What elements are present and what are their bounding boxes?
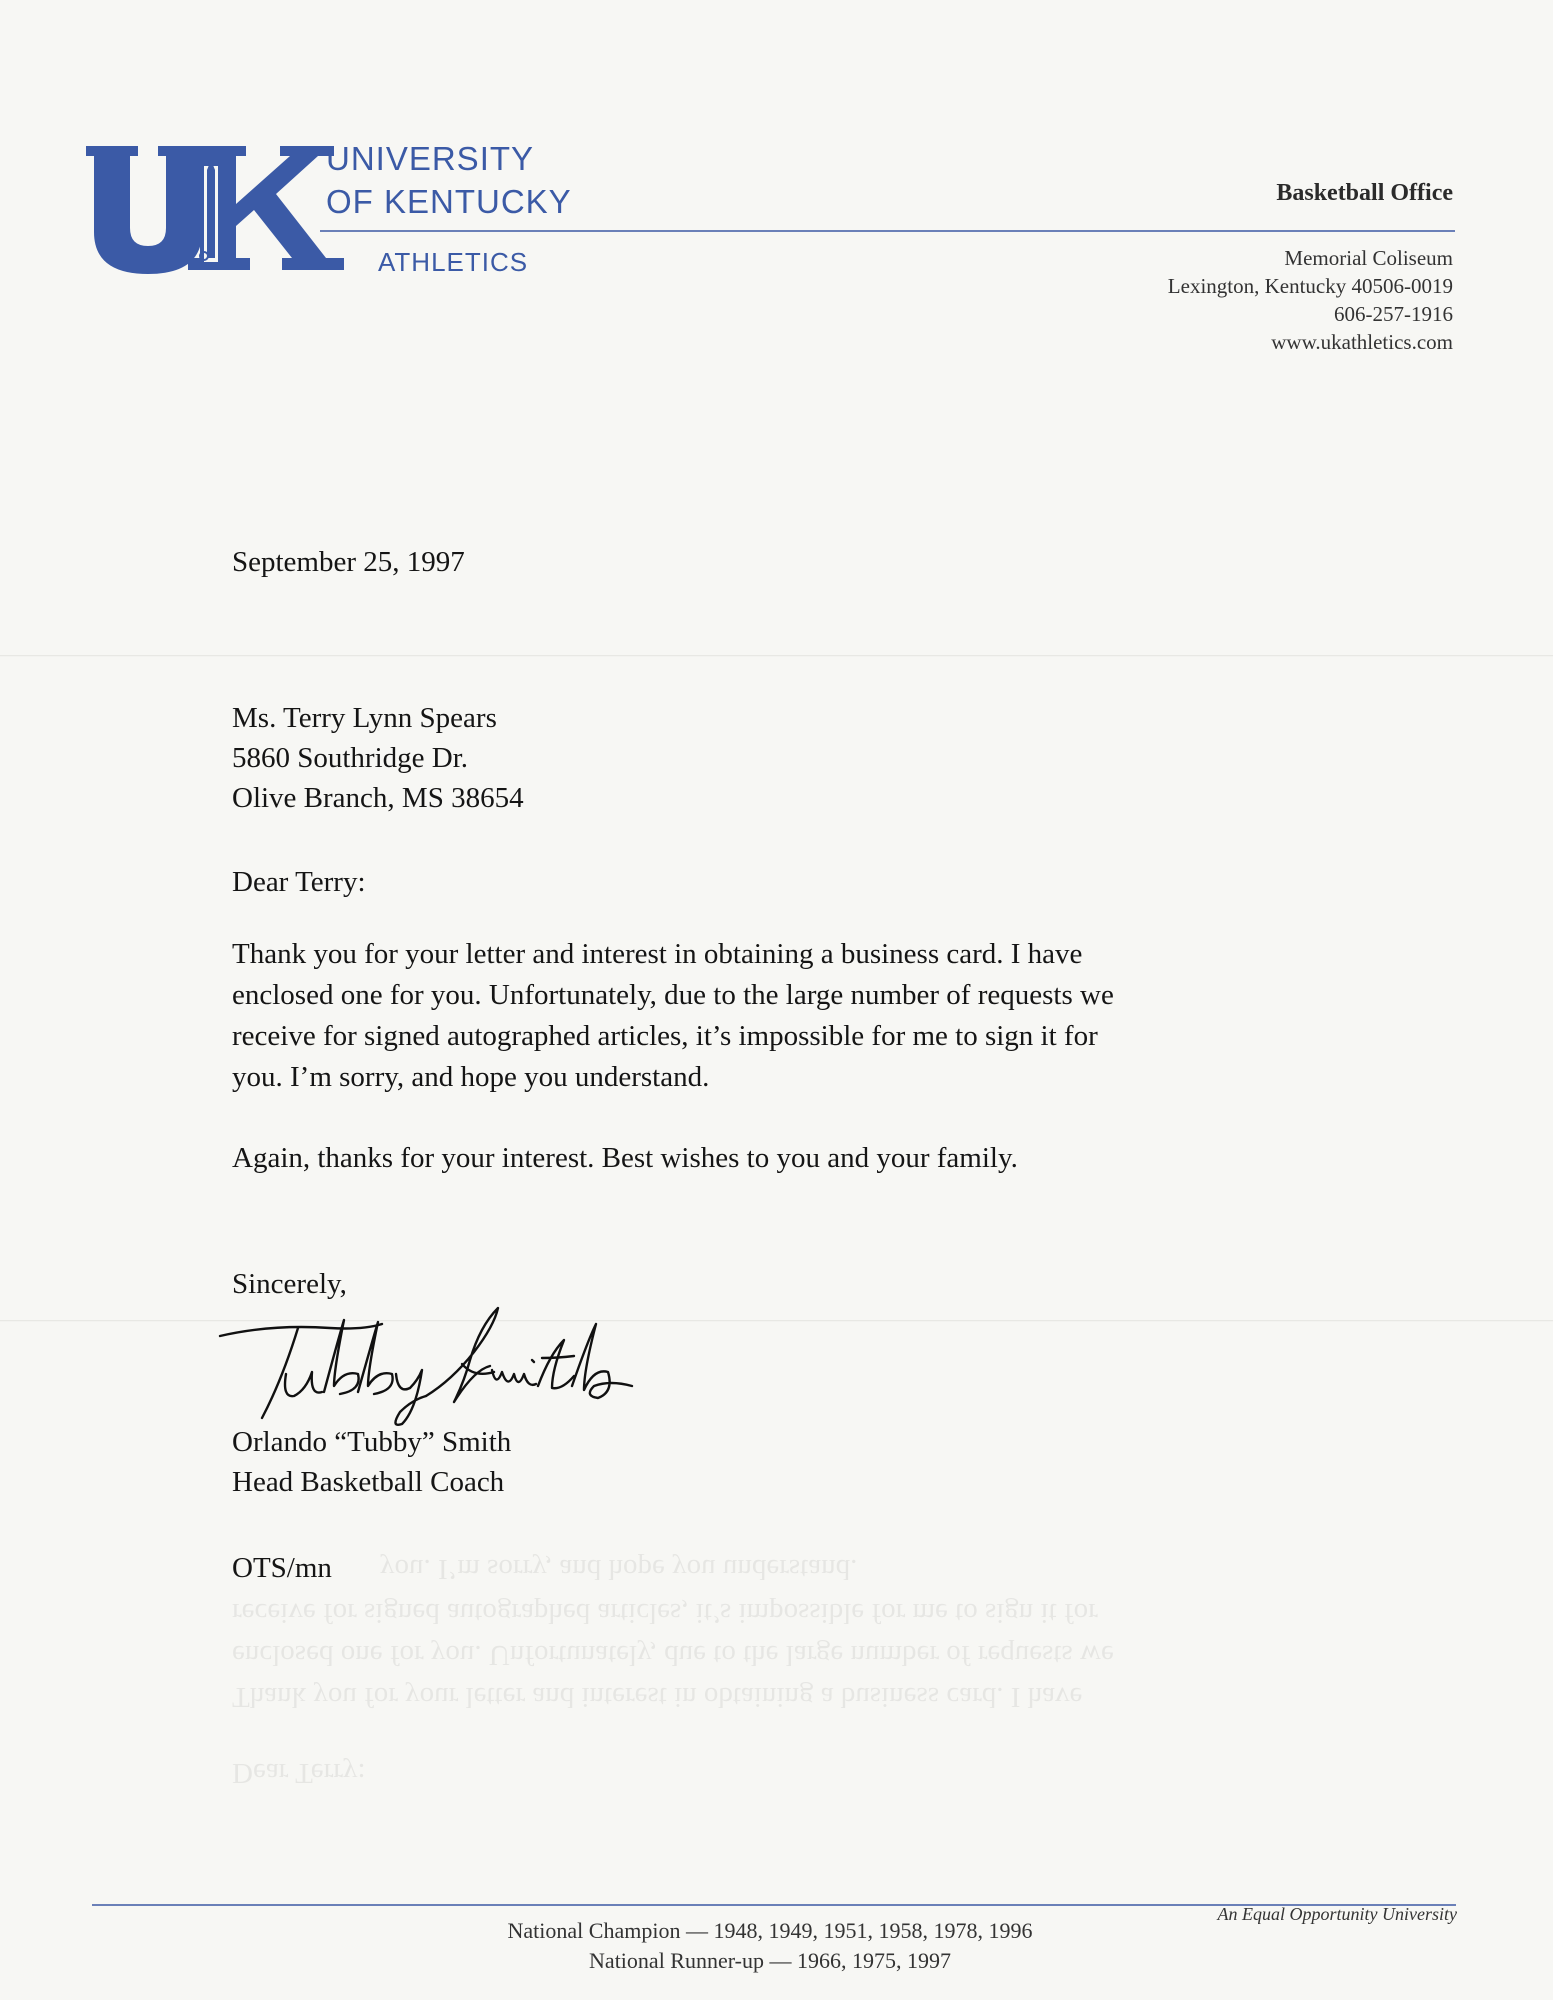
- office-title: Basketball Office: [1276, 180, 1453, 206]
- closing: Sincerely,: [232, 1268, 347, 1300]
- recipient-address: [232, 698, 524, 818]
- body-line: you. I’m sorry, and hope you understand.: [232, 1061, 710, 1093]
- letterhead-rule: [320, 230, 1455, 232]
- body-paragraph: [232, 934, 1114, 1098]
- body-line: enclosed one for you. Unfortunately, due to the large number of requests we: [232, 979, 1114, 1011]
- recipient-street: 5860 Southridge Dr.: [232, 742, 469, 774]
- letter-date: September 25, 1997: [232, 546, 465, 578]
- closing-paragraph: Again, thanks for your interest. Best wishes to you and your family.: [232, 1142, 1018, 1174]
- uk-logo: [86, 146, 346, 276]
- show-through-text: Thank you for your letter and interest in obtaining a business card. I have: [232, 1681, 1083, 1713]
- recipient-name: Ms. Terry Lynn Spears: [232, 702, 497, 734]
- website-url: www.ukathletics.com: [1271, 330, 1453, 354]
- university-name-line2: OF KENTUCKY: [326, 183, 572, 220]
- national-champion-years: National Champion — 1948, 1949, 1951, 1958, 1978, 1996: [507, 1918, 1033, 1943]
- phone-number: 606-257-1916: [1334, 302, 1453, 326]
- typist-initials: OTS/mn: [232, 1552, 332, 1584]
- department-name: ATHLETICS: [378, 247, 529, 277]
- national-runner-up-years: National Runner-up — 1966, 1975, 1997: [589, 1948, 951, 1973]
- body-line: receive for signed autographed articles, it’s impossible for me to sign it for: [232, 1020, 1098, 1052]
- show-through-text: Dear Terry:: [232, 1757, 366, 1789]
- handwritten-signature: [212, 1300, 682, 1430]
- salutation: Dear Terry:: [232, 866, 366, 898]
- signer-block: [232, 1422, 511, 1502]
- equal-opportunity-statement: An Equal Opportunity University: [1217, 1904, 1457, 1924]
- show-through-text: you. I’m sorry, and hope you understand.: [380, 1553, 858, 1585]
- recipient-city: Olive Branch, MS 38654: [232, 782, 524, 814]
- address-line: Memorial Coliseum: [1284, 246, 1453, 270]
- address-line: Lexington, Kentucky 40506-0019: [1167, 274, 1453, 298]
- show-through-text: enclosed one for you. Unfortunately, due to the large number of requests we: [232, 1639, 1114, 1671]
- signer-name: Orlando “Tubby” Smith: [232, 1426, 512, 1458]
- office-address: [1168, 244, 1453, 356]
- show-through-text: receive for signed autographed articles, it’s impossible for me to sign it for: [232, 1597, 1098, 1629]
- signer-title: Head Basketball Coach: [232, 1466, 505, 1498]
- body-line: Thank you for your letter and interest in obtaining a business card. I have: [232, 938, 1083, 970]
- paper-fold: [0, 655, 1553, 657]
- university-name-line1: UNIVERSITY: [326, 140, 535, 177]
